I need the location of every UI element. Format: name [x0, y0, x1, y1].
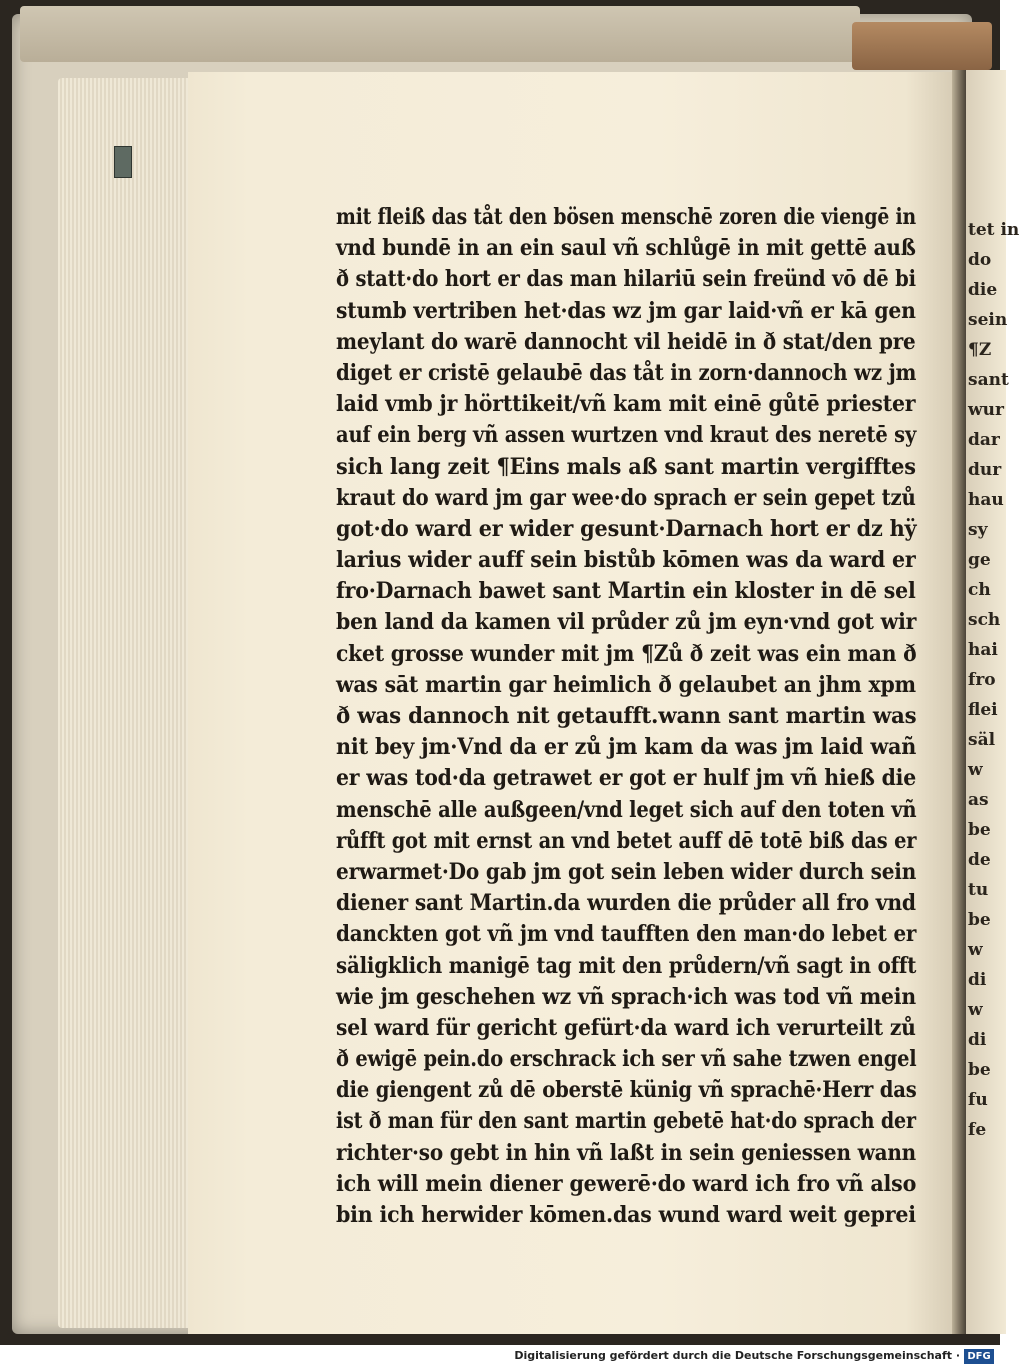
cover-top-edge	[20, 6, 860, 62]
digitization-credit: Digitalisierung gefördert durch die Deutsche Forschungsgemeinschaft ·	[514, 1349, 960, 1362]
right-page-fragment: di	[968, 970, 987, 990]
right-page-text	[968, 215, 1019, 1145]
text-line: richter·so gebt in hin vñ laßt in sein geniessen wann	[336, 1139, 917, 1166]
page-edges	[58, 78, 198, 1328]
text-line: sich lang zeit ¶Eins mals aß sant martin vergifftes	[336, 453, 916, 480]
text-line: ben land da kamen vil průder zů jm eyn·vnd got wir	[336, 609, 917, 636]
text-line: laid vmb jr hörttikeit/vñ kam mit einē gůtē priester	[336, 391, 916, 418]
footer-bar	[0, 1345, 1000, 1369]
text-line: menschē alle außgeen/vnd leget sich auf den toten vñ	[336, 796, 917, 823]
text-line: cket grosse wunder mit jm ¶Zů ð zeit was ein man ð	[336, 640, 917, 667]
right-page-fragment: flei	[968, 700, 998, 720]
text-line: wie jm geschehen wz vñ sprach·ich was tod vñ mein	[336, 983, 916, 1010]
right-page-fragment: sy	[968, 520, 988, 540]
right-page-fragment: dur	[968, 460, 1002, 480]
right-page-fragment: ge	[968, 550, 991, 570]
text-line: got·do ward er wider gesunt·Darnach hort er dz hÿ	[336, 515, 917, 542]
dfg-logo: DFG	[964, 1349, 994, 1364]
right-page-fragment: be	[968, 820, 991, 840]
right-page-fragment: ¶Z	[968, 340, 992, 360]
text-line: mit fleiß das tåt den bösen menschē zoren die viengē in	[336, 204, 916, 230]
right-page-fragment: di	[968, 1030, 987, 1050]
right-page-fragment: wur	[968, 400, 1004, 420]
main-text-block	[336, 202, 916, 1231]
right-page-fragment: w	[968, 760, 983, 780]
right-page-fragment: hau	[968, 490, 1004, 510]
right-page-fragment: dar	[968, 430, 1000, 450]
text-line: fro·Darnach bawet sant Martin ein kloster in dē sel	[336, 578, 916, 605]
right-page-fragment: hai	[968, 640, 998, 660]
bookmark-tab	[114, 146, 132, 178]
leather-spine-tab	[852, 22, 992, 70]
right-page-fragment: be	[968, 910, 991, 930]
right-page-fragment: ch	[968, 580, 991, 600]
right-page-fragment: w	[968, 940, 983, 960]
right-page-fragment: tu	[968, 880, 989, 900]
right-page-fragment: tet in	[968, 220, 1019, 240]
text-line: danckten got vñ jm vnd taufften den man·do lebet er	[336, 921, 917, 948]
right-page-fragment: do	[968, 250, 992, 270]
text-line: sel ward für gericht gefürt·da ward ich verurteilt zů	[336, 1014, 916, 1041]
right-page-fragment: sein	[968, 310, 1008, 330]
right-page-fragment: sant	[968, 370, 1009, 390]
text-line: was sāt martin gar heimlich ð gelaubet an jhm xpm	[336, 671, 916, 698]
right-page-fragment: fe	[968, 1120, 987, 1140]
text-line: ð was dannoch nit getaufft.wann sant martin was	[336, 703, 917, 729]
right-page-fragment: fro	[968, 670, 996, 690]
right-page-fragment: fu	[968, 1090, 988, 1110]
right-page-fragment: säl	[968, 730, 996, 750]
text-line: larius wider auff sein bistůb kōmen was da ward er	[336, 547, 916, 574]
right-page-fragment: be	[968, 1060, 991, 1080]
text-line: ist ð man für den sant martin gebetē hat·do sprach der	[336, 1108, 916, 1135]
right-page-fragment: w	[968, 1000, 983, 1020]
right-page-fragment: sch	[968, 610, 1001, 630]
text-line: ich will mein diener gewerē·do ward ich fro vñ also	[336, 1170, 917, 1197]
text-line: vnd bundē in an ein saul vñ schlůgē in mit gettē auß	[336, 235, 916, 262]
text-line: erwarmet·Do gab jm got sein leben wider durch sein	[336, 858, 917, 885]
text-line: ð ewigē pein.do erschrack ich ser vñ sahe tzwen engel	[336, 1046, 917, 1073]
text-line: bin ich herwider kōmen.das wund ward weit geprei	[336, 1202, 916, 1228]
text-line: růfft got mit ernst an vnd betet auff dē totē biß das er	[336, 827, 917, 854]
text-line: kraut do ward jm gar wee·do sprach er sein gepet tzů	[336, 484, 916, 511]
text-line: diener sant Martin.da wurden die průder all fro vnd	[336, 890, 916, 917]
right-page-fragment: die	[968, 280, 998, 300]
right-page-fragment: de	[968, 850, 991, 870]
text-line: ð statt·do hort er das man hilariū sein freünd vō dē bi	[336, 266, 916, 293]
text-line: auf ein berg vñ assen wurtzen vnd kraut des neretē sy	[336, 422, 917, 449]
text-line: er was tod·da getrawet er got er hulf jm vñ hieß die	[336, 765, 917, 792]
text-line: die giengent zů dē oberstē künig vñ sprachē·Herr das	[336, 1077, 917, 1104]
text-line: nit bey jm·Vnd da er zů jm kam da was jm laid wañ	[336, 734, 917, 761]
text-line: diget er cristē gelaubē das tåt in zorn·dannoch wz jm	[336, 359, 917, 386]
right-page-fragment: as	[968, 790, 989, 810]
text-line: säligklich manigē tag mit den průdern/vñ sagt in offt	[336, 952, 917, 979]
text-line: meylant do warē dannocht vil heidē in ð stat/den pre	[336, 328, 916, 355]
text-line: stumb vertriben het·das wz jm gar laid·vñ er kā gen	[336, 297, 916, 324]
